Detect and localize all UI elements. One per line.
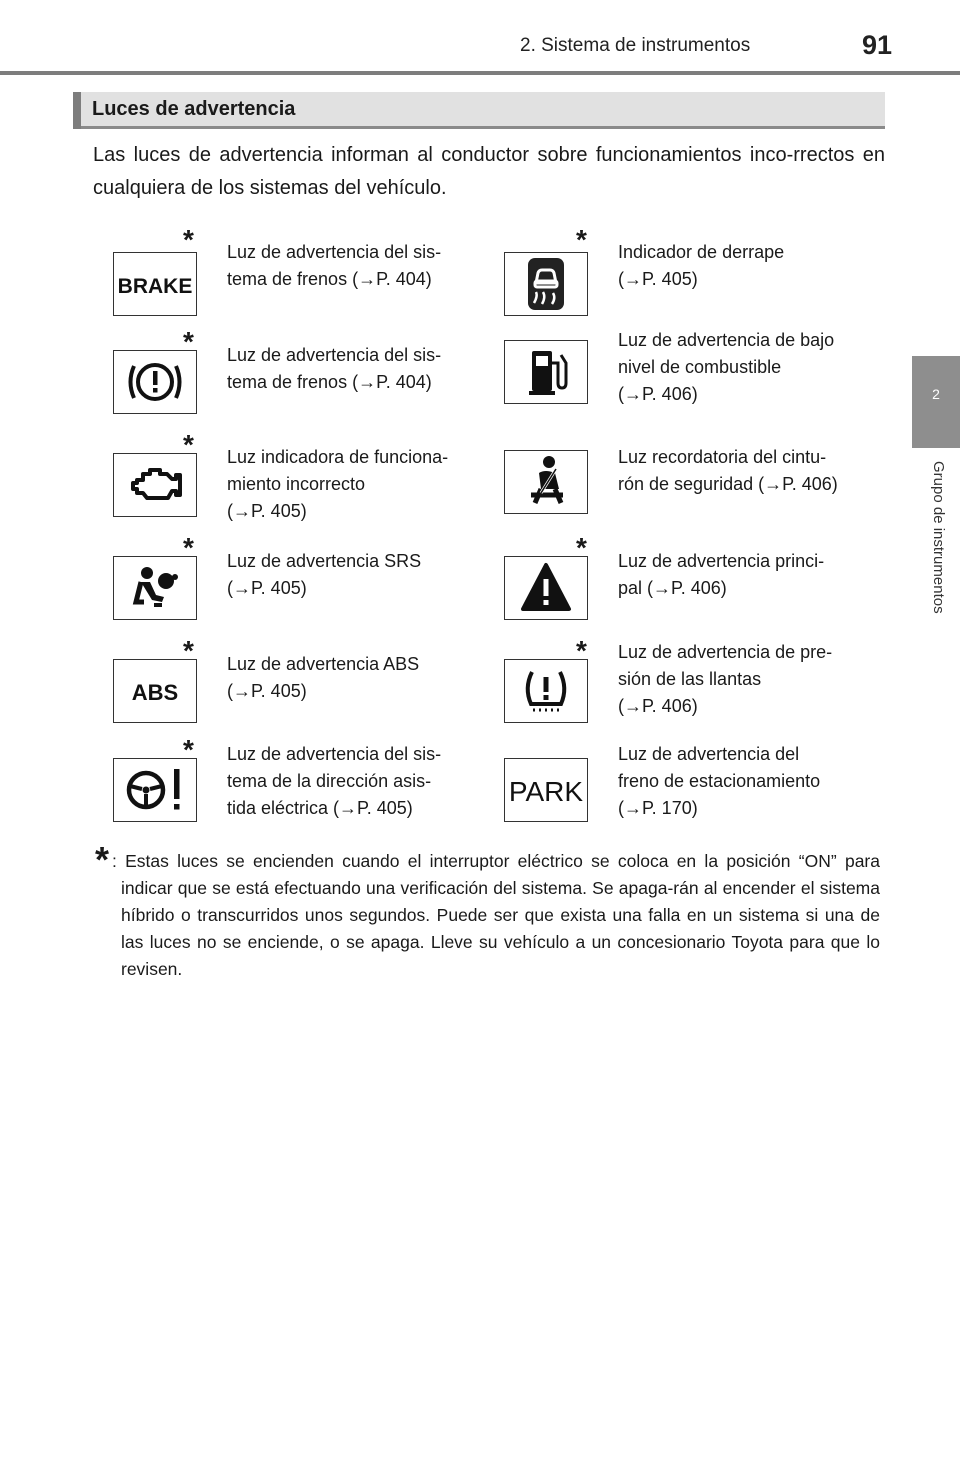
header-section-title: 2. Sistema de instrumentos: [520, 35, 751, 56]
desc-line: miento incorrecto: [227, 474, 366, 494]
engine-icon: [113, 453, 197, 517]
intro-paragraph: Las luces de advertencia informan al conductor sobre funcionamientos inco-rrectos en cualquiera de los sistemas del vehículo.: [93, 144, 885, 199]
desc-line: Luz de advertencia del sis-: [227, 345, 442, 365]
light-description: [227, 444, 477, 525]
desc-line: (→P. 170): [618, 798, 698, 818]
asterisk-marker: *: [183, 734, 194, 765]
light-description: [618, 327, 868, 408]
desc-line: (→P. 405): [227, 578, 307, 598]
park-text-icon: [504, 758, 588, 822]
desc-line: Luz de advertencia de pre-: [618, 642, 833, 662]
light-description: [618, 444, 868, 498]
desc-line: Luz indicadora de funciona-: [227, 447, 449, 467]
section-heading-accent: [73, 92, 81, 129]
brake-circle-icon: [113, 350, 197, 414]
desc-line: Luz de advertencia de bajo: [618, 330, 835, 350]
footnote-paragraph: : Estas luces se encienden cuando el interruptor eléctrico se coloca en la posición “ON” para indicar que se está efectuando una verificación del sistema. Se apaga-rán al encender el sistema híbrido o transcurridos unos segundos. Puede ser que exista una falla en un sistema si una de las luces no se enciende, o se apaga. Lleve su vehículo a un concesionario Toyota para que lo revisen.: [112, 851, 880, 979]
desc-line: tema de frenos (→P. 404): [227, 269, 432, 289]
light-description: [227, 651, 477, 705]
desc-line: tema de frenos (→P. 404): [227, 372, 432, 392]
footnote-asterisk: *: [95, 839, 110, 880]
light-description: [618, 639, 868, 720]
desc-line: rón de seguridad (→P. 406): [618, 474, 838, 494]
asterisk-marker: *: [183, 429, 194, 460]
asterisk-marker: *: [183, 532, 194, 563]
desc-line: (→P. 406): [618, 384, 698, 404]
master-warning-icon: [504, 556, 588, 620]
light-description: [618, 548, 868, 602]
airbag-icon: [113, 556, 197, 620]
desc-line: tida eléctrica (→P. 405): [227, 798, 413, 818]
desc-line: pal (→P. 406): [618, 578, 727, 598]
desc-line: sión de las llantas: [618, 669, 762, 689]
section-heading-bar: [73, 92, 885, 129]
fuel-pump-icon: [504, 340, 588, 404]
light-description: [227, 548, 477, 602]
desc-line: (→P. 405): [227, 501, 307, 521]
desc-line: freno de estacionamiento: [618, 771, 821, 791]
seatbelt-icon: [504, 450, 588, 514]
park-glyph: PARK: [508, 776, 584, 807]
asterisk-marker: *: [183, 635, 194, 666]
asterisk-marker: *: [576, 532, 587, 563]
brake-text-icon: [113, 252, 197, 316]
desc-line: Luz de advertencia princi-: [618, 551, 825, 571]
abs-glyph: ABS: [131, 680, 179, 705]
asterisk-marker: *: [183, 224, 194, 255]
chapter-tab-label: Grupo de instrumentos: [930, 461, 947, 614]
chapter-tab: [912, 356, 960, 448]
eps-steering-icon: [113, 758, 197, 822]
desc-line: Indicador de derrape: [618, 242, 785, 262]
abs-icon: [113, 659, 197, 723]
tire-pressure-icon: [504, 659, 588, 723]
chapter-tab-number: 2: [932, 386, 940, 402]
desc-line: (→P. 405): [618, 269, 698, 289]
header-rule: [0, 71, 960, 75]
light-description: [618, 741, 868, 822]
desc-line: (→P. 406): [618, 696, 698, 716]
desc-line: Luz de advertencia del sis-: [227, 242, 442, 262]
light-description: [618, 239, 868, 293]
asterisk-marker: *: [576, 635, 587, 666]
desc-line: Luz de advertencia del sis-: [227, 744, 442, 764]
light-description: [227, 342, 477, 396]
desc-line: Luz de advertencia del: [618, 744, 800, 764]
desc-line: nivel de combustible: [618, 357, 782, 377]
brake-glyph: BRAKE: [117, 275, 193, 298]
page-number: 91: [862, 30, 893, 60]
desc-line: (→P. 405): [227, 681, 307, 701]
desc-line: Luz de advertencia ABS: [227, 654, 420, 674]
light-description: [227, 239, 477, 293]
asterisk-marker: *: [183, 326, 194, 357]
asterisk-marker: *: [576, 224, 587, 255]
desc-line: tema de la dirección asis-: [227, 771, 432, 791]
skid-indicator-icon: [504, 252, 588, 316]
desc-line: Luz recordatoria del cintu-: [618, 447, 827, 467]
light-description: [227, 741, 477, 822]
section-title: Luces de advertencia: [92, 98, 296, 120]
footnote-text: [95, 848, 880, 983]
desc-line: Luz de advertencia SRS: [227, 551, 422, 571]
